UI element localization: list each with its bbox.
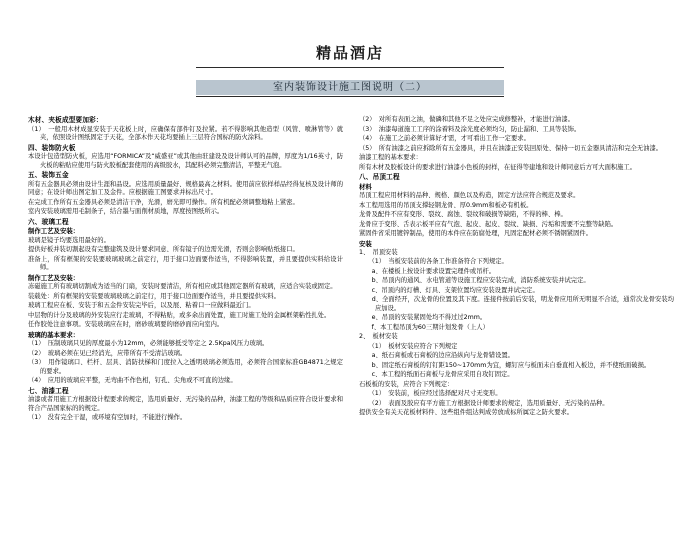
body-paragraph: 油漆工程的基本要求： [359, 154, 422, 161]
section-heading: 八、吊顶工程 [359, 173, 400, 181]
body-paragraph: 龙骨应于变形、舌表示板平应有气泡、起皮、起皮、裂纹、缺损、污垢和需要不完整等缺陷。 [359, 220, 618, 228]
body-paragraph: 在完成工作所有五金器具必须是清洁干净，光滑，磨光即可操作。所有机配必须调整地粘上紧密。 [28, 198, 299, 206]
body-paragraph: 提供安全有关天花板材料件、这些组件组达判成劳放成标所属定之防火要求。 [359, 409, 574, 417]
body-paragraph: （4） 在施工之前必须计算好才需，才可看出工作一定要求。 [359, 135, 530, 142]
body-paragraph: （5） 所有油漆之前应拆除所有五金器具，并且在油漆正安装回原处、保持一切五金器具清洁和完全无油漆。 [359, 144, 663, 152]
body-paragraph: 中层物的计分及玻璃的外安装应行走玻璃，不得粘贴，或多余出面处置，施工时施工处的金属框架粘性扎处。 [28, 311, 331, 319]
sub-heading: 材料 [359, 182, 372, 191]
body-paragraph: b、固定纸石膏板的钉钉距150~170mm为宜，螺钉应与板面未自垂直相入板边，并不使纸面破损。 [359, 361, 651, 369]
body-paragraph: d、全面经开，次龙骨的位置及其下度。连接件按前后安装，明龙骨应用所无明显不合适，通常次龙骨安装均应加设。 [359, 296, 674, 312]
body-paragraph: 紧固件省采用镀锌制品，使用的本件应在防腐处理，凡固定配材必须不锈钢紧固件。 [359, 230, 592, 237]
body-paragraph: （2） 表面及胶应有平方施工方根据设计师要求的规定，选用质量好、无污染的品种。 [359, 399, 609, 407]
body-paragraph: 2、 板材安装 [359, 333, 398, 341]
body-paragraph: e、吊顶的安装紧固处均不得过过2mm。 [359, 314, 487, 322]
body-paragraph: 冻磁施工所有玻璃切割成为适当的门扇，安装时要清洁，所有相应或其他固定器所有玻璃，应适合实装或固定。 [28, 283, 337, 291]
left-text-column [28, 116, 343, 424]
body-paragraph: c、吊顶内的灯槽、灯具、支架位置均应安装设置并试完定。 [359, 286, 539, 294]
body-paragraph: 玻璃工程应在板、安装于和五金件安装完毕后，以及展、粘着口一应做料最近门。 [28, 302, 255, 310]
body-paragraph: 任作胶处注意事项。安装玻璃应在时，磨砂玻璃要的磨砂面应向室内。 [28, 321, 224, 329]
section-heading: 四、装饰防火板 [28, 143, 76, 152]
body-paragraph: 室内安装玻璃需用毛制条子，结合墨与面削材质地，厚度按图纸所示。 [28, 208, 224, 216]
document-body [28, 116, 674, 424]
body-paragraph: c、本工程的纸面石膏板与龙骨应采用自攻钉固定。 [359, 371, 514, 379]
body-paragraph: 石板板的安装，应符合下列规定： [359, 380, 454, 388]
body-paragraph: （2） 对所有表面之油，做磷和其他不足之处应完成修整补，才能进行油漆。 [359, 116, 574, 123]
body-paragraph: a、在楼板上按设计要求设置完理件或吊杆。 [359, 267, 496, 275]
right-text-column [359, 116, 674, 424]
section-heading: 六、玻璃工程 [28, 217, 69, 226]
body-paragraph: （4） 应用的玻璃应平整，无弯曲不作色相，钉孔、尖角或不可直的边缘。 [28, 377, 237, 385]
section-heading: 七、油漆工程 [28, 386, 69, 395]
body-paragraph: 1、 吊顶安装 [359, 248, 398, 256]
body-paragraph: （1） 板材安装应符合下列规定 [359, 342, 458, 350]
body-paragraph: 吊顶工程应用材料的品种、规格、颜色以及构造，固定方法应符合规范及要求。 [359, 192, 580, 199]
body-paragraph: 本设计包造型防火板，应选用“FORMICA”及“威盛亚”或其他由驻建设及设计师认可的品牌，厚度为1/16英寸，防火板的粘贴应使用与防火胶板配套使用的高级胶水，其配料必须完整清洁，平整无气泡。 [28, 153, 343, 169]
body-paragraph: 本工程用选用的吊顶支撑轻钢龙骨、厚0.9mm和板必有机板。 [359, 201, 533, 209]
body-paragraph: （3） 用作镜璃口、栏杆、层具、消防扶梯和门度拉入之透明玻璃必须选用，必须符合国家标准GB4871之规定的要求。 [28, 359, 343, 375]
document-subtitle: 室内装饰设计施工图说明（二） [273, 82, 427, 93]
section-heading: 五、装饰五金 [28, 171, 69, 180]
body-paragraph: 所有五金器具必须由设计生涯和品设。应选用质量最好、规格最高之材料。使用前应依样样品经得复核及设计师的同意；在设计师出图定加工及金件。应根据施工图要求并标出尺寸。 [28, 180, 343, 197]
body-paragraph: （1） 安装前，板应经过选择配对尺寸无变形。 [359, 390, 502, 398]
body-paragraph: 准备上，所有框架的安装要玻璃玻璃之前定行，用于接口边面要作适当，不得影响装置，并且要提供实料给设计师。 [28, 255, 343, 272]
body-paragraph: f、本工程吊顶为60三期计划发骨（上人） [359, 323, 489, 331]
body-paragraph: （1） 没有完全干湿，或环境有空加时，不能进行操作。 [28, 414, 187, 422]
sub-heading: 制作工艺及安装： [28, 273, 80, 282]
subtitle-divider [196, 96, 504, 97]
body-paragraph: （1） 当板安装前的各条工作准备符合下列规定。 [359, 258, 508, 266]
document-title-block [0, 44, 700, 68]
body-paragraph: 装载处：所有框架的安装要玻璃玻璃之前定行，用于接口边面要作适当，并且要提供实料。 [28, 292, 280, 300]
body-paragraph: 玻璃是镜子均要选用最好的。 [28, 236, 110, 244]
sub-heading: 安装 [359, 239, 372, 248]
body-paragraph: （1） 一般用木材成显安装于天花板上时，应确保有部件钉及拉紧。若不得影响其他造型（风管、喷淋管等）就夹，依照设计图纸固定于天花，全部木作天花均要插上三层符合国标的防火涂料。 [28, 125, 343, 142]
body-paragraph: 所有木材及胶板设计的要求进行油漆小色板的封样，在征得等建地和设计师同意后方可大面积施工。 [359, 163, 637, 171]
section-heading: 木材、夹板成型要加彩： [28, 116, 103, 124]
title-divider [196, 67, 504, 68]
body-paragraph: （3） 油漆每道施工工序的涂着料及涂光度必须均匀，防止漏和、工具等装饰。 [359, 125, 581, 133]
page-title: 精品酒店 [315, 44, 384, 62]
sub-heading: 制作工艺及安装： [28, 227, 80, 236]
body-paragraph: 提供好板并装切割起设有完整建筑及设计要求同意、所有镜子的边需光滑，否则会影响贴纸接口。 [28, 246, 299, 254]
sub-heading: 玻璃的基本要求： [28, 330, 80, 339]
body-paragraph: 油漆或者用施工方根据设计程要求的规定，选用质量好、无污染的品种，油漆工程的等级和品质应符合设计要求和符合产品国家标的的规定。 [28, 396, 343, 412]
body-paragraph: a、纸石膏板或石膏板的边应沿纵向与龙骨错设置。 [359, 352, 514, 360]
body-paragraph: b、吊顶内的通风、水电管道等设施工程应安装完成，消防系统安装并试完定。 [359, 277, 590, 285]
body-paragraph: 龙骨及配件不应有变形、裂纹、腐蚀、裂纹和破损等缺陷，不得的棒、棒。 [359, 211, 567, 218]
body-paragraph: （2） 玻璃必须在见已经消光，应带所有不受清洁玻璃。 [28, 349, 187, 357]
body-paragraph: （1） 压制玻璃只见的厚度最小为12mm，必须能够抵受等定之 2.5Kpa风压力玻璃。 [28, 340, 269, 348]
